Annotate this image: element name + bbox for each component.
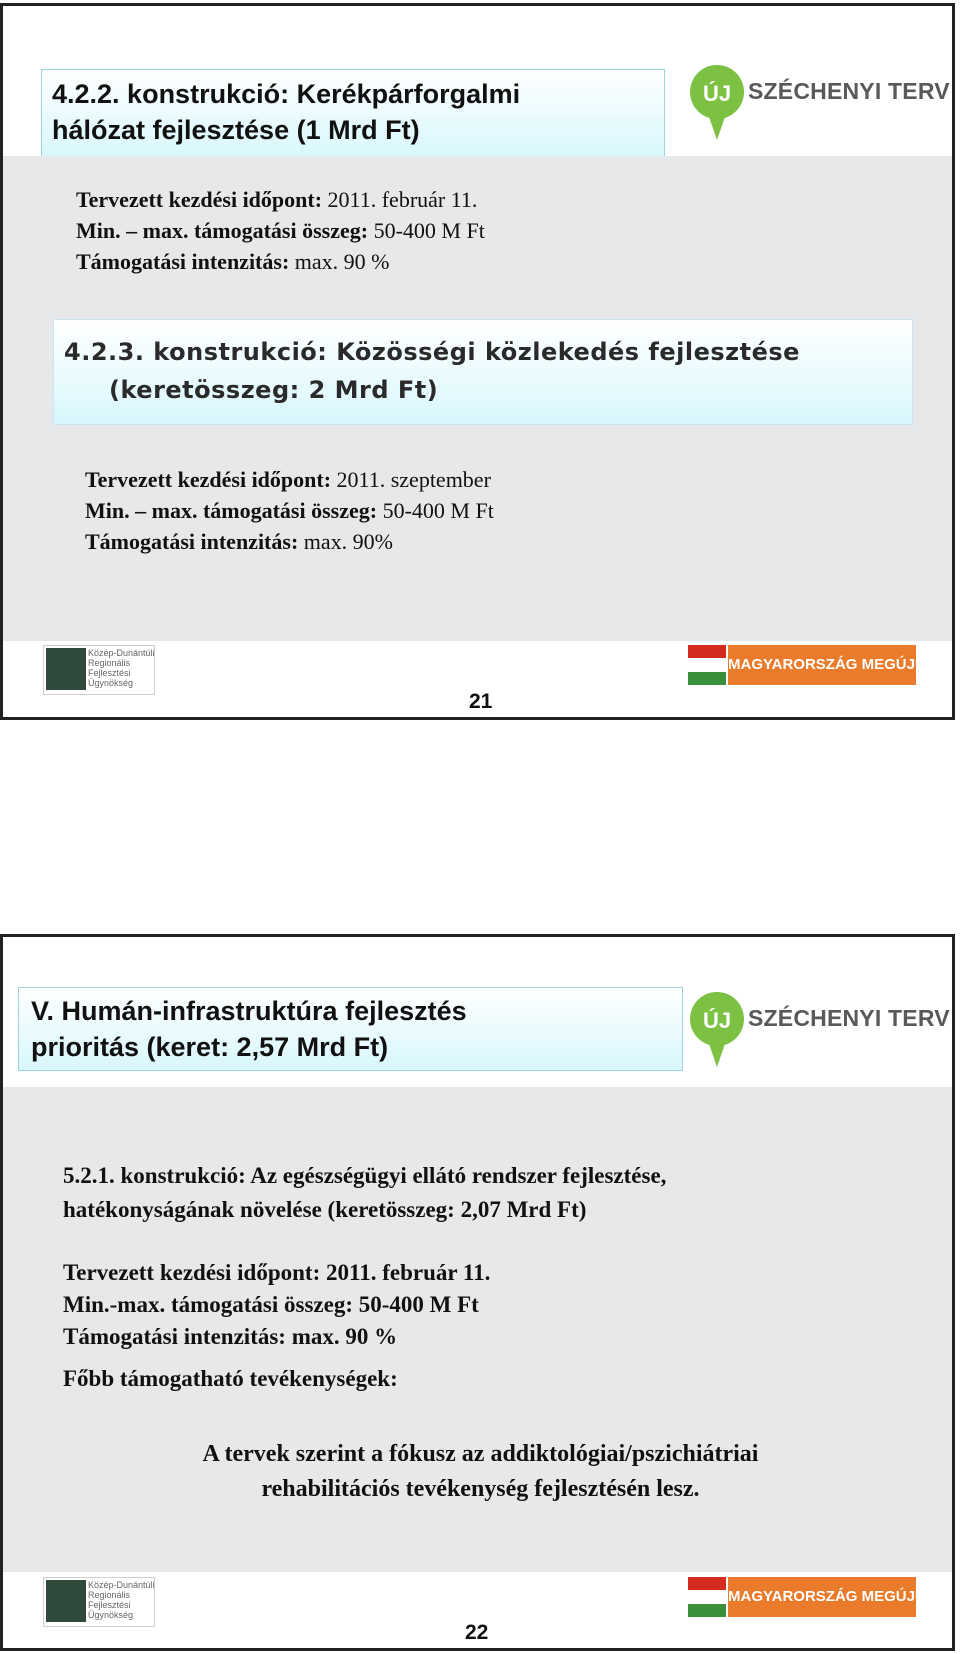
title-line-2: hálózat fejlesztése (1 Mrd Ft)	[52, 115, 420, 145]
construction-line-1: 5.2.1. konstrukció: Az egészségügyi ellátó rendszer fejlesztése,	[63, 1163, 667, 1188]
kdrfu-logo	[43, 1577, 155, 1627]
info-label: Min. – max. támogatási összeg:	[76, 218, 369, 243]
activities-heading: Főbb támogatható tevékenységek:	[63, 1366, 398, 1391]
kdrfu-text: Regionális	[88, 658, 131, 668]
info-label: Tervezett kezdési időpont:	[85, 467, 332, 492]
map-pin-icon	[688, 991, 746, 1069]
info-row	[85, 464, 494, 495]
slide-header	[3, 6, 952, 156]
szechenyi-mark: ÚJ	[702, 81, 732, 106]
info-label: Tervezett kezdési időpont:	[76, 187, 323, 212]
detail-row: Támogatási intenzitás: max. 90 %	[63, 1324, 398, 1349]
hungarian-flag-icon	[688, 645, 726, 685]
kdrfu-logo	[43, 645, 155, 695]
info-row	[76, 184, 485, 215]
kdrfu-text: Regionális	[88, 1590, 131, 1600]
kdrfu-mark-icon	[46, 648, 86, 690]
detail-row: Min.-max. támogatási összeg: 50-400 M Ft	[63, 1292, 479, 1317]
construction-4-2-3-details	[85, 464, 494, 557]
map-pin-icon	[688, 64, 746, 142]
info-row	[85, 526, 494, 557]
slide-title	[18, 987, 683, 1071]
title-line-1: 4.2.2. konstrukció: Kerékpárforgalmi	[52, 79, 521, 109]
szechenyi-text: SZÉCHENYI TERV	[748, 1005, 950, 1031]
detail-row: Tervezett kezdési időpont: 2011. február 11.	[63, 1260, 491, 1285]
info-value: 50-400 M Ft	[382, 498, 494, 523]
info-value: 50-400 M Ft	[373, 218, 485, 243]
szechenyi-mark: ÚJ	[702, 1008, 732, 1033]
kdrfu-text: Fejlesztési	[88, 668, 131, 678]
info-value: 2011. február 11.	[327, 187, 478, 212]
construction-line-2: hatékonyságának növelése (keretösszeg: 2,07 Mrd Ft)	[63, 1197, 587, 1222]
slide-22	[0, 934, 955, 1651]
info-row	[76, 215, 485, 246]
szechenyi-terv-logo	[688, 64, 950, 144]
info-value: max. 90%	[303, 529, 393, 554]
focus-statement	[3, 1437, 955, 1507]
kdrfu-mark-icon	[46, 1580, 86, 1622]
construction-4-2-2-details	[76, 184, 485, 277]
title-line-1: V. Humán-infrastruktúra fejlesztés	[31, 996, 467, 1026]
kdrfu-text: Közép-Dunántúli	[88, 648, 155, 658]
focus-line-2: rehabilitációs tevékenység fejlesztésén lesz.	[261, 1476, 700, 1502]
page-number: 22	[465, 1621, 489, 1644]
info-value: 2011. szeptember	[336, 467, 491, 492]
construction-4-2-3-title	[53, 319, 913, 425]
kdrfu-text: Fejlesztési	[88, 1600, 131, 1610]
magyar-logo-text: MAGYARORSZÁG MEGÚJUL	[728, 645, 916, 685]
hungarian-flag-icon	[688, 1577, 726, 1617]
slide-title	[41, 69, 665, 157]
info-row	[76, 246, 485, 277]
slide-header	[3, 937, 952, 1087]
construction-5-2-1-details	[63, 1257, 490, 1353]
magyarorszag-megujul-logo	[688, 645, 935, 685]
magyarorszag-megujul-logo	[688, 1577, 935, 1617]
szechenyi-terv-logo	[688, 991, 950, 1071]
info-row	[85, 495, 494, 526]
info-label: Támogatási intenzitás:	[76, 249, 290, 274]
magyar-logo-text: MAGYARORSZÁG MEGÚJUL	[728, 1577, 916, 1617]
focus-line-1: A tervek szerint a fókusz az addiktológiai/pszichiátriai	[202, 1441, 759, 1467]
subtitle-line-2: (keretösszeg: 2 Mrd Ft)	[109, 376, 439, 404]
info-label: Támogatási intenzitás:	[85, 529, 299, 554]
kdrfu-text: Közép-Dunántúli	[88, 1580, 155, 1590]
title-line-2: prioritás (keret: 2,57 Mrd Ft)	[31, 1032, 389, 1062]
kdrfu-text: Ügynökség	[88, 678, 134, 688]
kdrfu-text: Ügynökség	[88, 1610, 134, 1620]
page-number: 21	[469, 690, 493, 713]
subtitle-line-1: 4.2.3. konstrukció: Közösségi közlekedés fejlesztése	[64, 338, 800, 366]
info-value: max. 90 %	[294, 249, 390, 274]
szechenyi-text: SZÉCHENYI TERV	[748, 78, 950, 104]
construction-5-2-1-title	[63, 1159, 666, 1227]
info-label: Min. – max. támogatási összeg:	[85, 498, 378, 523]
slide-21	[0, 3, 955, 720]
